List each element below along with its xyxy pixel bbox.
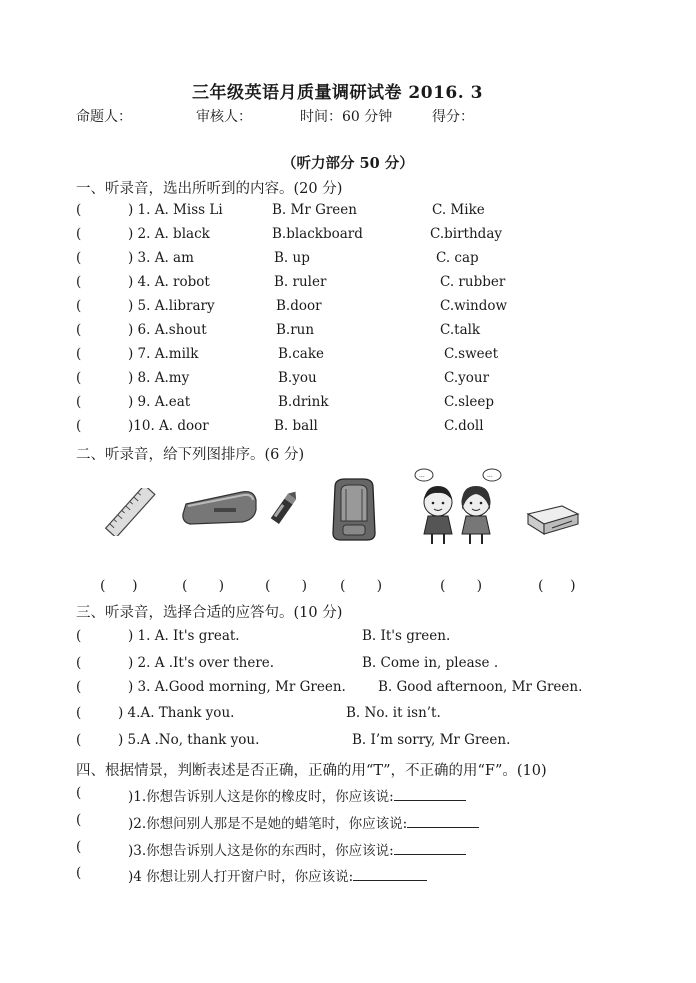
question-option-a[interactable]: ) 4. A. robot <box>128 274 210 290</box>
answer-blank-open[interactable]: ( <box>76 705 82 721</box>
question-option-b[interactable]: B. up <box>274 250 310 266</box>
part4-heading: 四、根据情景，判断表述是否正确，正确的用“T”，不正确的用“F”。(10) <box>76 763 547 779</box>
question-option-a[interactable]: ) 9. A.eat <box>128 394 191 410</box>
page-title: 三年级英语月质量调研试卷 2016. 3 <box>192 83 483 103</box>
pencil-box-icon <box>180 486 260 530</box>
answer-blank-open[interactable]: ( <box>76 322 82 338</box>
answer-blank-open[interactable]: ( <box>76 274 82 290</box>
answer-line[interactable] <box>394 786 466 801</box>
answer-line[interactable] <box>394 840 466 855</box>
answer-paren-3[interactable]: ( ) <box>265 578 308 594</box>
answer-paren-6[interactable]: ( ) <box>538 578 576 594</box>
two-girls-icon <box>406 466 506 548</box>
question-option-a[interactable]: ) 5. A.library <box>128 298 215 314</box>
question-option-c[interactable]: C.window <box>440 298 508 314</box>
answer-paren-5[interactable]: ( ) <box>440 578 483 594</box>
question-option-a[interactable]: ) 1. A. Miss Li <box>128 202 223 218</box>
part2-heading: 二、听录音，给下列图排序。(6 分) <box>76 447 305 463</box>
score-label: 得分： <box>432 109 474 125</box>
response-option-b[interactable]: B. It's green. <box>362 628 451 644</box>
answer-blank-open[interactable]: ( <box>76 655 82 671</box>
response-option-a[interactable]: ) 3. A.Good morning, Mr Green. <box>128 679 346 695</box>
judgement-question <box>128 865 427 887</box>
svg-text:...: ... <box>487 472 493 479</box>
question-option-b[interactable]: B.blackboard <box>272 226 363 242</box>
response-option-b[interactable]: B. I’m sorry, Mr Green. <box>352 732 511 748</box>
response-option-a[interactable]: ) 5.A .No, thank you. <box>118 732 260 748</box>
response-option-a[interactable]: ) 1. A. It's great. <box>128 628 240 644</box>
schoolbag-icon <box>329 477 379 543</box>
response-option-b[interactable]: B. Come in, please . <box>362 655 499 671</box>
answer-blank-open[interactable]: ( <box>76 812 82 828</box>
answer-paren-2[interactable]: ( ) <box>182 578 225 594</box>
question-option-c[interactable]: C.doll <box>444 418 484 434</box>
answer-line[interactable] <box>407 813 479 828</box>
answer-paren-1[interactable]: ( ) <box>100 578 138 594</box>
answer-blank-open[interactable]: ( <box>76 785 82 801</box>
listening-heading: （听力部分 50 分） <box>282 155 414 172</box>
question-option-a[interactable]: )10. A. door <box>128 418 209 434</box>
question-option-b[interactable]: B. ball <box>274 418 318 434</box>
answer-blank-open[interactable]: ( <box>76 628 82 644</box>
question-option-c[interactable]: C.talk <box>440 322 481 338</box>
response-option-a[interactable]: ) 2. A .It's over there. <box>128 655 275 671</box>
answer-line[interactable] <box>353 866 427 881</box>
answer-blank-open[interactable]: ( <box>76 865 82 881</box>
question-option-c[interactable]: C. Mike <box>432 202 485 218</box>
answer-blank-open[interactable]: ( <box>76 370 82 386</box>
judgement-question-text: )1.你想告诉别人这是你的橡皮时，你应该说: <box>128 789 394 805</box>
crayon-icon <box>266 488 302 528</box>
response-option-b[interactable]: B. No. it isn’t. <box>346 705 441 721</box>
question-option-b[interactable]: B.run <box>276 322 315 338</box>
response-option-a[interactable]: ) 4.A. Thank you. <box>118 705 235 721</box>
answer-blank-open[interactable]: ( <box>76 250 82 266</box>
answer-blank-open[interactable]: ( <box>76 418 82 434</box>
question-option-a[interactable]: ) 2. A. black <box>128 226 210 242</box>
answer-blank-open[interactable]: ( <box>76 732 82 748</box>
answer-blank-open[interactable]: ( <box>76 346 82 362</box>
question-option-b[interactable]: B.door <box>276 298 322 314</box>
part1-heading: 一、听录音，选出所听到的内容。(20 分) <box>76 181 343 197</box>
question-option-c[interactable]: C.sleep <box>444 394 495 410</box>
question-option-a[interactable]: ) 7. A.milk <box>128 346 199 362</box>
question-option-b[interactable]: B. ruler <box>274 274 327 290</box>
judgement-question-text: )3.你想告诉别人这是你的东西时，你应该说: <box>128 843 394 859</box>
rubber-icon <box>524 502 582 536</box>
judgement-question <box>128 812 479 834</box>
question-option-b[interactable]: B.drink <box>278 394 329 410</box>
question-option-c[interactable]: C.birthday <box>430 226 502 242</box>
question-option-a[interactable]: ) 3. A. am <box>128 250 194 266</box>
answer-blank-open[interactable]: ( <box>76 839 82 855</box>
question-option-b[interactable]: B.you <box>278 370 317 386</box>
question-option-c[interactable]: C. cap <box>436 250 479 266</box>
answer-paren-4[interactable]: ( ) <box>340 578 383 594</box>
time-label: 时间：60 分钟 <box>300 109 393 125</box>
answer-blank-open[interactable]: ( <box>76 226 82 242</box>
setter-label: 命题人： <box>76 109 132 125</box>
question-option-b[interactable]: B.cake <box>278 346 324 362</box>
svg-text:...: ... <box>419 472 425 479</box>
question-option-a[interactable]: ) 8. A.my <box>128 370 190 386</box>
answer-blank-open[interactable]: ( <box>76 679 82 695</box>
question-option-c[interactable]: C. rubber <box>440 274 506 290</box>
judgement-question <box>128 839 466 861</box>
judgement-question <box>128 785 466 807</box>
question-option-c[interactable]: C.sweet <box>444 346 499 362</box>
part3-heading: 三、听录音，选择合适的应答句。(10 分) <box>76 605 343 621</box>
judgement-question-text: )2.你想问别人那是不是她的蜡笔时，你应该说: <box>128 816 408 832</box>
answer-blank-open[interactable]: ( <box>76 298 82 314</box>
ruler-icon <box>104 488 158 536</box>
reviewer-label: 审核人： <box>196 109 252 125</box>
question-option-a[interactable]: ) 6. A.shout <box>128 322 207 338</box>
question-option-b[interactable]: B. Mr Green <box>272 202 357 218</box>
response-option-b[interactable]: B. Good afternoon, Mr Green. <box>378 679 583 695</box>
question-option-c[interactable]: C.your <box>444 370 490 386</box>
judgement-question-text: )4 你想让别人打开窗户时，你应该说: <box>128 869 354 885</box>
answer-blank-open[interactable]: ( <box>76 394 82 410</box>
answer-blank-open[interactable]: ( <box>76 202 82 218</box>
